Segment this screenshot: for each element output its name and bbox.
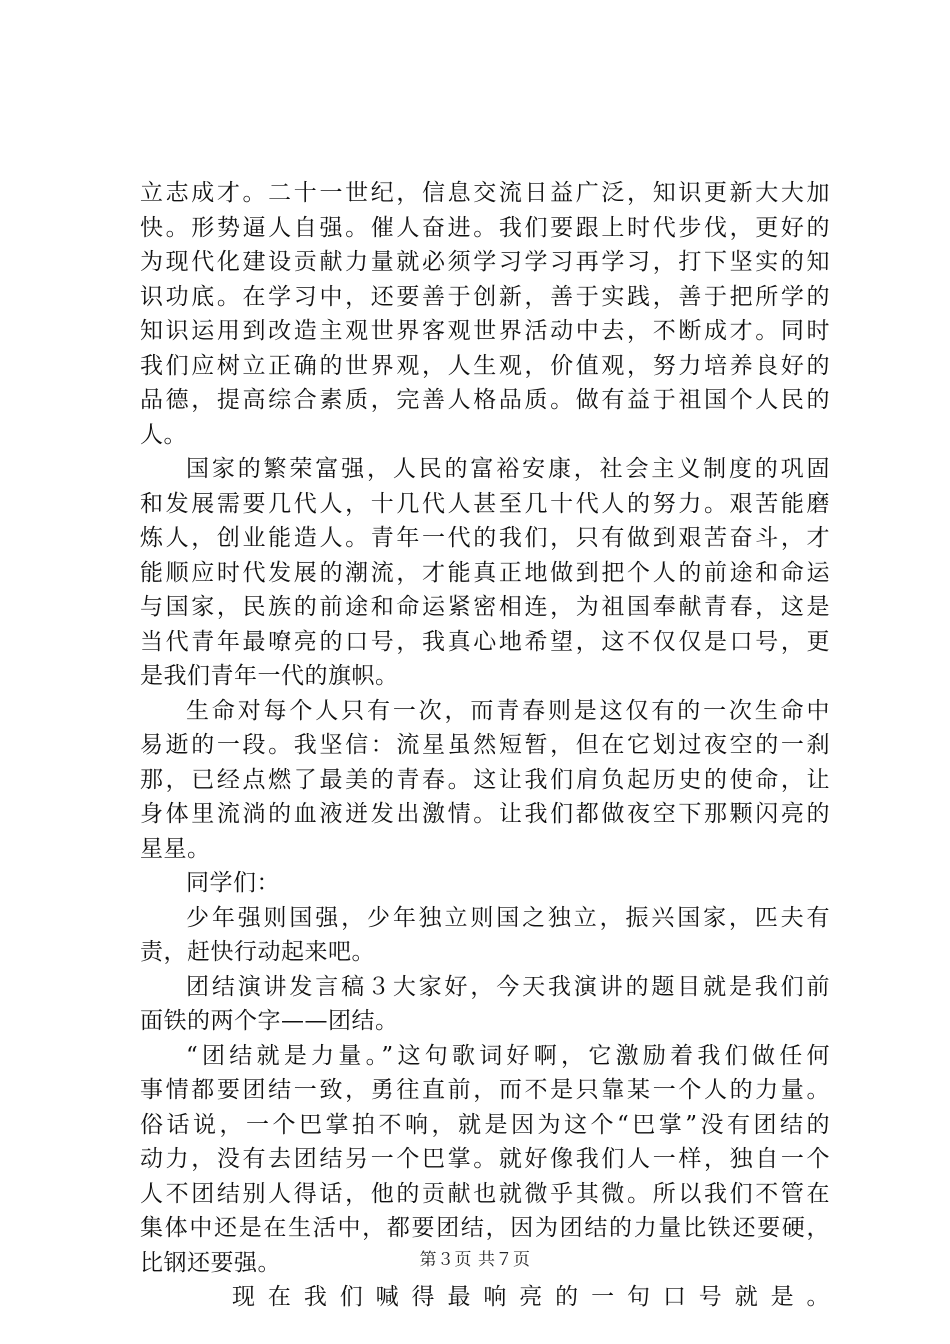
text-line: 俗话说，一个巴掌拍不响，就是因为这个“巴掌”没有团结的	[140, 1111, 830, 1138]
text-line: 当代青年最嘹亮的口号，我真心地希望，这不仅仅是口号，更	[140, 628, 830, 655]
text-line: 为现代化建设贡献力量就必须学习学习再学习，打下坚实的知	[140, 249, 830, 275]
text-line: 人不团结别人得话，他的贡献也就微乎其微。所以我们不管在	[140, 1180, 830, 1207]
text-line: 少年强则国强，少年独立则国之独立，振兴国家，匹夫有	[186, 904, 830, 931]
text-line: 立志成才。二十一世纪，信息交流日益广泛，知识更新大大加	[140, 180, 830, 206]
text-line: 比钢还要强。	[140, 1249, 281, 1276]
text-line: “团结就是力量。”这句歌词好啊，它激励着我们做任何	[186, 1042, 830, 1069]
text-line: 团结演讲发言稿３大家好，今天我演讲的题目就是我们前	[186, 973, 830, 1000]
text-line: 快。形势逼人自强。催人奋进。我们要跟上时代步伐，更好的	[140, 214, 830, 241]
text-line: 集体中还是在生活中，都要团结，因为团结的力量比铁还要硬，	[140, 1215, 830, 1241]
text-line: 国家的繁荣富强，人民的富裕安康，社会主义制度的巩固	[186, 456, 830, 482]
text-line: 与国家，民族的前途和命运紧密相连，为祖国奉献青春，这是	[140, 594, 830, 620]
page-footer: 第３页 共７页	[419, 1250, 531, 1270]
text-line: 星星。	[140, 835, 211, 862]
text-line: 动力，没有去团结另一个巴掌。就好像我们人一样，独自一个	[140, 1146, 830, 1172]
text-line: 面铁的两个字——团结。	[140, 1008, 399, 1034]
text-line: 现在我们喊得最响亮的一句口号就是。	[232, 1284, 830, 1310]
text-line: 同学们：	[186, 870, 280, 896]
text-line: 人。	[140, 421, 187, 448]
text-line: 识功底。在学习中，还要善于创新，善于实践，善于把所学的	[140, 283, 830, 310]
text-line: 责，赶快行动起来吧。	[140, 939, 375, 965]
text-line: 事情都要团结一致，勇往直前，而不是只靠某一个人的力量。	[140, 1077, 830, 1103]
text-line: 生命对每个人只有一次，而青春则是这仅有的一次生命中	[186, 697, 830, 724]
text-line: 和发展需要几代人，十几代人甚至几十代人的努力。艰苦能磨	[140, 490, 830, 517]
text-line: 是我们青年一代的旗帜。	[140, 663, 399, 689]
text-line: 品德，提高综合素质，完善人格品质。做有益于祖国个人民的	[140, 387, 830, 413]
text-line: 知识运用到改造主观世界客观世界活动中去，不断成才。同时	[140, 318, 830, 344]
text-line: 那，已经点燃了最美的青春。这让我们肩负起历史的使命，让	[140, 766, 830, 793]
document-body	[140, 176, 830, 1315]
text-line: 炼人，创业能造人。青年一代的我们，只有做到艰苦奋斗，才	[140, 525, 830, 551]
text-line: 我们应树立正确的世界观，人生观，价值观，努力培养良好的	[140, 352, 830, 379]
text-line: 身体里流淌的血液迸发出激情。让我们都做夜空下那颗闪亮的	[140, 801, 830, 827]
text-line: 易逝的一段。我坚信：流星虽然短暂，但在它划过夜空的一刹	[140, 732, 830, 758]
text-line: 能顺应时代发展的潮流，才能真正地做到把个人的前途和命运	[140, 559, 830, 586]
